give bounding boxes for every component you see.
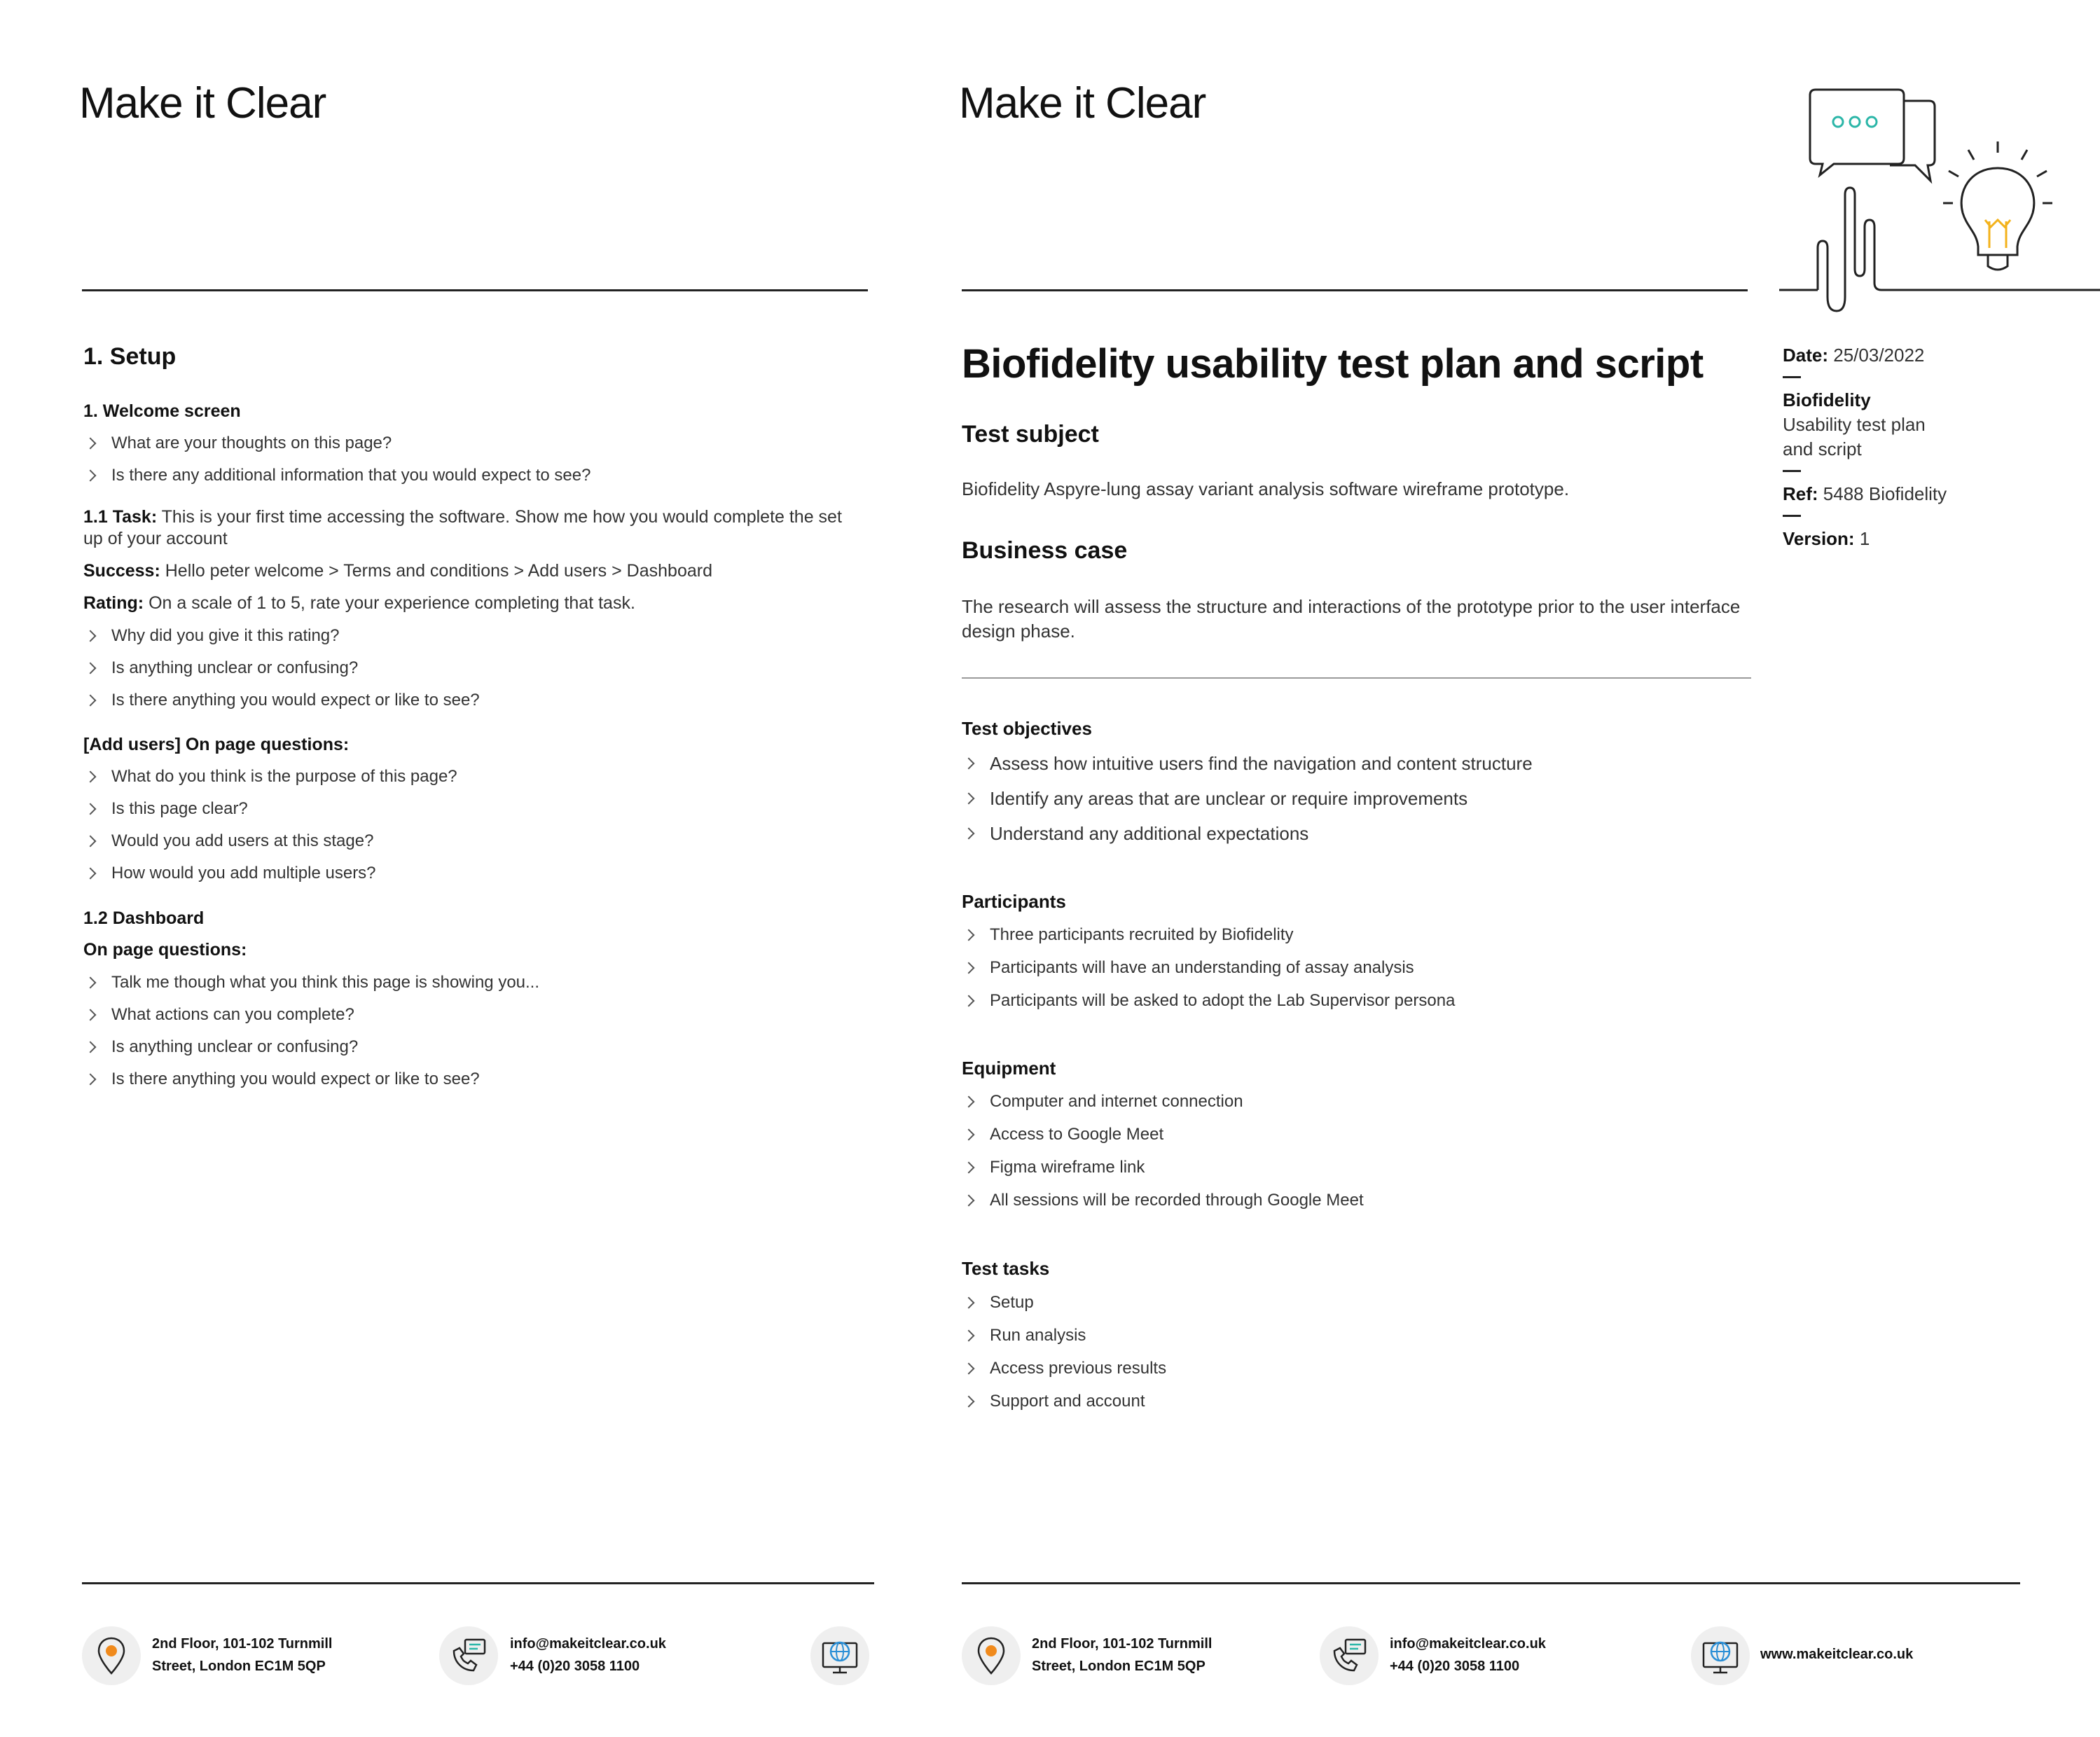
test-subject-heading: Test subject [962,421,1099,448]
list-item: Is anything unclear or confusing? [83,652,854,684]
chevron-right-icon [85,977,97,989]
footer-email[interactable]: info@makeitclear.co.uk [510,1636,666,1652]
participants-list [962,918,1746,1017]
chevron-right-icon [85,663,97,674]
web-globe-icon [1691,1626,1750,1685]
footer-phone[interactable]: +44 (0)20 3058 1100 [1390,1659,1520,1674]
chevron-right-icon [85,695,97,707]
brand-logo: Make it Clear [79,79,326,127]
location-pin-icon [962,1626,1021,1685]
list-item: How would you add multiple users? [83,857,854,890]
chevron-right-icon [963,1395,975,1407]
list-item: Participants will be asked to adopt the Lab Supervisor persona [962,984,1746,1017]
chevron-right-icon [85,1041,97,1053]
list-item: Is this page clear? [83,793,854,825]
meta-version: Version: 1 [1783,528,1870,549]
footer-rule [962,1582,2020,1584]
web-globe-icon [810,1626,869,1685]
footer-phone[interactable]: +44 (0)20 3058 1100 [510,1659,640,1674]
chevron-right-icon [85,803,97,815]
chevron-right-icon [963,1161,975,1173]
page-title: Biofidelity usability test plan and script [962,341,1704,387]
welcome-questions [83,427,854,492]
chevron-right-icon [963,1362,975,1374]
document-meta [1783,343,1993,551]
list-item: Support and account [962,1385,1746,1418]
chevron-right-icon [963,828,975,840]
list-item: Access to Google Meet [962,1118,1746,1151]
section-title: 1. Setup [83,343,177,370]
tasks-heading: Test tasks [962,1258,1050,1279]
list-item: All sessions will be recorded through Google Meet [962,1184,1746,1217]
list-item: Setup [962,1286,1746,1319]
footer-contact [510,1633,666,1677]
footer-rule [82,1582,874,1584]
objectives-heading: Test objectives [962,718,1092,739]
list-item: What actions can you complete? [83,999,854,1031]
business-case-text: The research will assess the structure and interactions of the prototype prior to the user interface design phase. [962,596,1741,642]
rating-label: Rating: [83,593,144,613]
dashboard-questions [83,967,854,1095]
meta-client: Biofidelity [1783,389,1871,410]
welcome-heading: 1. Welcome screen [83,401,241,421]
equipment-list [962,1085,1746,1217]
chevron-right-icon [85,771,97,783]
task-paragraph [83,506,861,550]
footer-address [1032,1633,1212,1677]
list-item: Why did you give it this rating? [83,620,854,652]
header-rule [82,289,868,291]
brand-logo: Make it Clear [959,79,1206,127]
add-users-questions [83,761,854,890]
list-item: Participants will have an understanding of assay analysis [962,951,1746,984]
address-line-1: 2nd Floor, 101-102 Turnmill [1032,1636,1213,1652]
list-item: Assess how intuitive users find the navigation and content structure [962,746,1746,781]
footer-email[interactable]: info@makeitclear.co.uk [1390,1636,1546,1652]
chevron-right-icon [85,1074,97,1086]
success-text: Hello peter welcome > Terms and conditions > Add users > Dashboard [165,561,712,581]
rating-paragraph [83,591,861,615]
list-item: Access previous results [962,1352,1746,1385]
list-item: Three participants recruited by Biofidelity [962,918,1746,951]
chevron-right-icon [85,1009,97,1021]
ideas-illustration [1779,83,2100,314]
chevron-right-icon [963,1095,975,1107]
meta-divider [1783,376,1801,378]
list-item: What do you think is the purpose of this page? [83,761,854,793]
success-paragraph [83,559,861,583]
success-label: Success: [83,561,160,581]
meta-ref: Ref: 5488 Biofidelity [1783,483,1947,504]
add-users-heading: [Add users] On page questions: [83,735,350,754]
rating-questions [83,620,854,717]
task-text: This is your first time accessing the software. Show me how you would complete the set up of your account [83,507,842,548]
chevron-right-icon [963,1329,975,1341]
list-item: Is there any additional information that you would expect to see? [83,459,854,492]
chevron-right-icon [963,929,975,941]
section-divider [962,677,1751,679]
chevron-right-icon [963,995,975,1006]
chevron-right-icon [963,1296,975,1308]
chevron-right-icon [85,868,97,880]
chevron-right-icon [963,962,975,974]
meta-doc-line-1: Usability test plan [1783,414,1926,435]
objectives-list [962,746,1746,851]
equipment-heading: Equipment [962,1058,1056,1079]
participants-heading: Participants [962,891,1066,912]
tasks-list [962,1286,1746,1418]
task-label: 1.1 Task: [83,507,158,527]
chevron-right-icon [85,630,97,642]
dashboard-heading: 1.2 Dashboard [83,908,205,928]
list-item: Figma wireframe link [962,1151,1746,1184]
list-item: Is there anything you would expect or like to see? [83,1063,854,1095]
chevron-right-icon [85,470,97,482]
rating-text: On a scale of 1 to 5, rate your experience completing that task. [148,593,635,613]
phone-chat-icon [1320,1626,1379,1685]
meta-divider [1783,515,1801,517]
dashboard-subheading: On page questions: [83,940,247,960]
address-line-1: 2nd Floor, 101-102 Turnmill [152,1636,333,1652]
list-item: Would you add users at this stage? [83,825,854,857]
list-item: Is anything unclear or confusing? [83,1031,854,1063]
business-case-heading: Business case [962,537,1128,564]
chevron-right-icon [963,758,975,770]
header-rule [962,289,1748,291]
meta-doc-line-2: and script [1783,438,1862,459]
address-line-2: Street, London EC1M 5QP [152,1659,326,1674]
list-item: What are your thoughts on this page? [83,427,854,459]
list-item: Computer and internet connection [962,1085,1746,1118]
location-pin-icon [82,1626,141,1685]
footer-website[interactable]: www.makeitclear.co.uk [1760,1647,1914,1662]
test-subject-text: Biofidelity Aspyre-lung assay variant analysis software wireframe prototype. [962,478,1570,499]
chevron-right-icon [85,438,97,450]
meta-divider [1783,470,1801,472]
footer-contact [1390,1633,1546,1677]
list-item: Is there anything you would expect or like to see? [83,684,854,717]
chevron-right-icon [963,1128,975,1140]
address-line-2: Street, London EC1M 5QP [1032,1659,1206,1674]
list-item: Talk me though what you think this page is showing you... [83,967,854,999]
list-item: Identify any areas that are unclear or require improvements [962,781,1746,816]
footer-address [152,1633,332,1677]
phone-chat-icon [439,1626,498,1685]
meta-date: Date: 25/03/2022 [1783,345,1925,366]
list-item: Run analysis [962,1319,1746,1352]
chevron-right-icon [963,793,975,805]
list-item: Understand any additional expectations [962,816,1746,851]
chevron-right-icon [963,1194,975,1206]
chevron-right-icon [85,836,97,847]
